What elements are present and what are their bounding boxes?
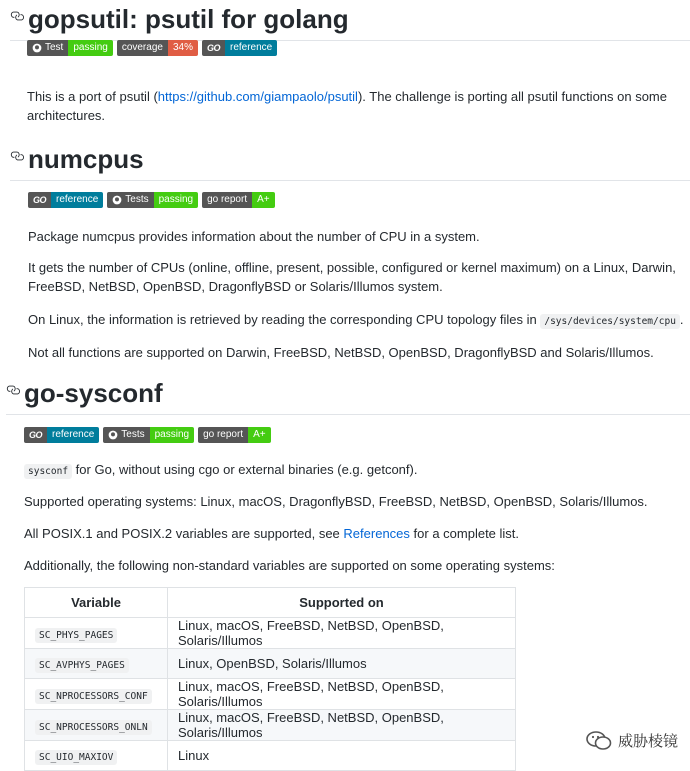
column-header: Supported on xyxy=(168,588,516,618)
test-badge[interactable]: Test passing xyxy=(27,40,113,56)
wechat-icon xyxy=(586,731,612,751)
numcpus-paragraph-2: It gets the number of CPUs (online, offline, present, possible, configured or kernel maximum) on a Linux, Darwin, FreeBSD, NetBSD, OpenBSD, DragonflyBSD or Solaris/Illumos system. xyxy=(28,260,676,294)
code-sys-path: /sys/devices/system/cpu xyxy=(540,314,680,329)
variable-name: SC_UIO_MAXIOV xyxy=(35,750,117,765)
reference-badge[interactable]: GO reference xyxy=(24,427,99,443)
section-gopsutil xyxy=(10,0,690,41)
supported-on-cell: Linux, macOS, FreeBSD, NetBSD, OpenBSD, Solaris/Illumos xyxy=(168,679,516,710)
sysconf-paragraph-4: Additionally, the following non-standard variables are supported on some operating systems: xyxy=(24,558,555,573)
column-header: Variable xyxy=(25,588,168,618)
numcpus-paragraph-4: Not all functions are supported on Darwin, FreeBSD, NetBSD, OpenBSD, DragonflyBSD and Solaris/Illumos. xyxy=(28,345,654,360)
heading-go-sysconf xyxy=(6,374,690,415)
go-report-badge[interactable]: go report A+ xyxy=(202,192,275,208)
supported-on-cell: Linux, macOS, FreeBSD, NetBSD, OpenBSD, Solaris/Illumos xyxy=(168,710,516,741)
heading-numcpus xyxy=(10,140,690,181)
table-row xyxy=(25,618,516,649)
heading-text: numcpus xyxy=(28,144,144,174)
variable-name: SC_AVPHYS_PAGES xyxy=(35,658,129,673)
github-icon xyxy=(108,430,118,440)
variable-name: SC_PHYS_PAGES xyxy=(35,628,117,643)
go-logo-icon: GO xyxy=(206,43,220,53)
sysconf-paragraph-3: All POSIX.1 and POSIX.2 variables are supported, see References for a complete list. xyxy=(24,526,520,541)
supported-on-cell: Linux xyxy=(168,741,516,771)
section-go-sysconf xyxy=(6,374,690,415)
heading-text: go-sysconf xyxy=(24,378,163,408)
table-row xyxy=(25,741,516,771)
code-sysconf: sysconf xyxy=(24,464,72,479)
sysconf-paragraph-2: Supported operating systems: Linux, macOS, DragonflyBSD, FreeBSD, NetBSD, OpenBSD, Solaris/Illumos. xyxy=(24,494,648,509)
table-header-row xyxy=(25,588,516,618)
table-row xyxy=(25,710,516,741)
badge-row xyxy=(27,40,277,56)
badge-row xyxy=(28,192,275,208)
watermark-text: 威胁棱镜 xyxy=(617,733,678,750)
numcpus-paragraph-1: Package numcpus provides information about the number of CPU in a system. xyxy=(28,229,480,244)
reference-badge[interactable]: GO reference xyxy=(202,40,277,56)
variable-name: SC_NPROCESSORS_CONF xyxy=(35,689,152,704)
badge-row xyxy=(24,427,271,443)
go-report-badge[interactable]: go report A+ xyxy=(198,427,271,443)
anchor-link-icon[interactable] xyxy=(10,9,24,23)
section-numcpus xyxy=(10,140,690,181)
variables-table xyxy=(24,587,516,771)
table-row xyxy=(25,679,516,710)
anchor-link-icon[interactable] xyxy=(6,383,20,397)
supported-on-cell: Linux, macOS, FreeBSD, NetBSD, OpenBSD, Solaris/Illumos xyxy=(168,618,516,649)
github-icon xyxy=(112,195,122,205)
references-link[interactable]: References xyxy=(343,526,410,541)
tests-badge[interactable]: Tests passing xyxy=(107,192,198,208)
table-row xyxy=(25,649,516,679)
supported-on-cell: Linux, OpenBSD, Solaris/Illumos xyxy=(168,649,516,679)
heading-text: gopsutil: psutil for golang xyxy=(28,4,349,34)
variable-name: SC_NPROCESSORS_ONLN xyxy=(35,720,152,735)
sysconf-paragraph-1: sysconf for Go, without using cgo or external binaries (e.g. getconf). xyxy=(24,460,417,481)
coverage-badge[interactable]: coverage 34% xyxy=(117,40,198,56)
reference-badge[interactable]: GO reference xyxy=(28,192,103,208)
numcpus-paragraph-3: On Linux, the information is retrieved by reading the corresponding CPU topology files in /sys/devices/system/cpu . xyxy=(28,312,684,327)
go-logo-icon: GO xyxy=(29,430,43,440)
github-icon xyxy=(32,43,42,53)
psutil-link[interactable]: https://github.com/giampaolo/psutil xyxy=(157,89,358,104)
heading-gopsutil xyxy=(10,0,690,41)
watermark xyxy=(586,730,678,751)
tests-badge[interactable]: Tests passing xyxy=(103,427,194,443)
go-logo-icon: GO xyxy=(33,195,47,205)
gopsutil-description: This is a port of psutil (https://github.com/giampaolo/psutil). The challenge is porting all psutil functions on some architectures. xyxy=(27,89,667,123)
anchor-link-icon[interactable] xyxy=(10,149,24,163)
